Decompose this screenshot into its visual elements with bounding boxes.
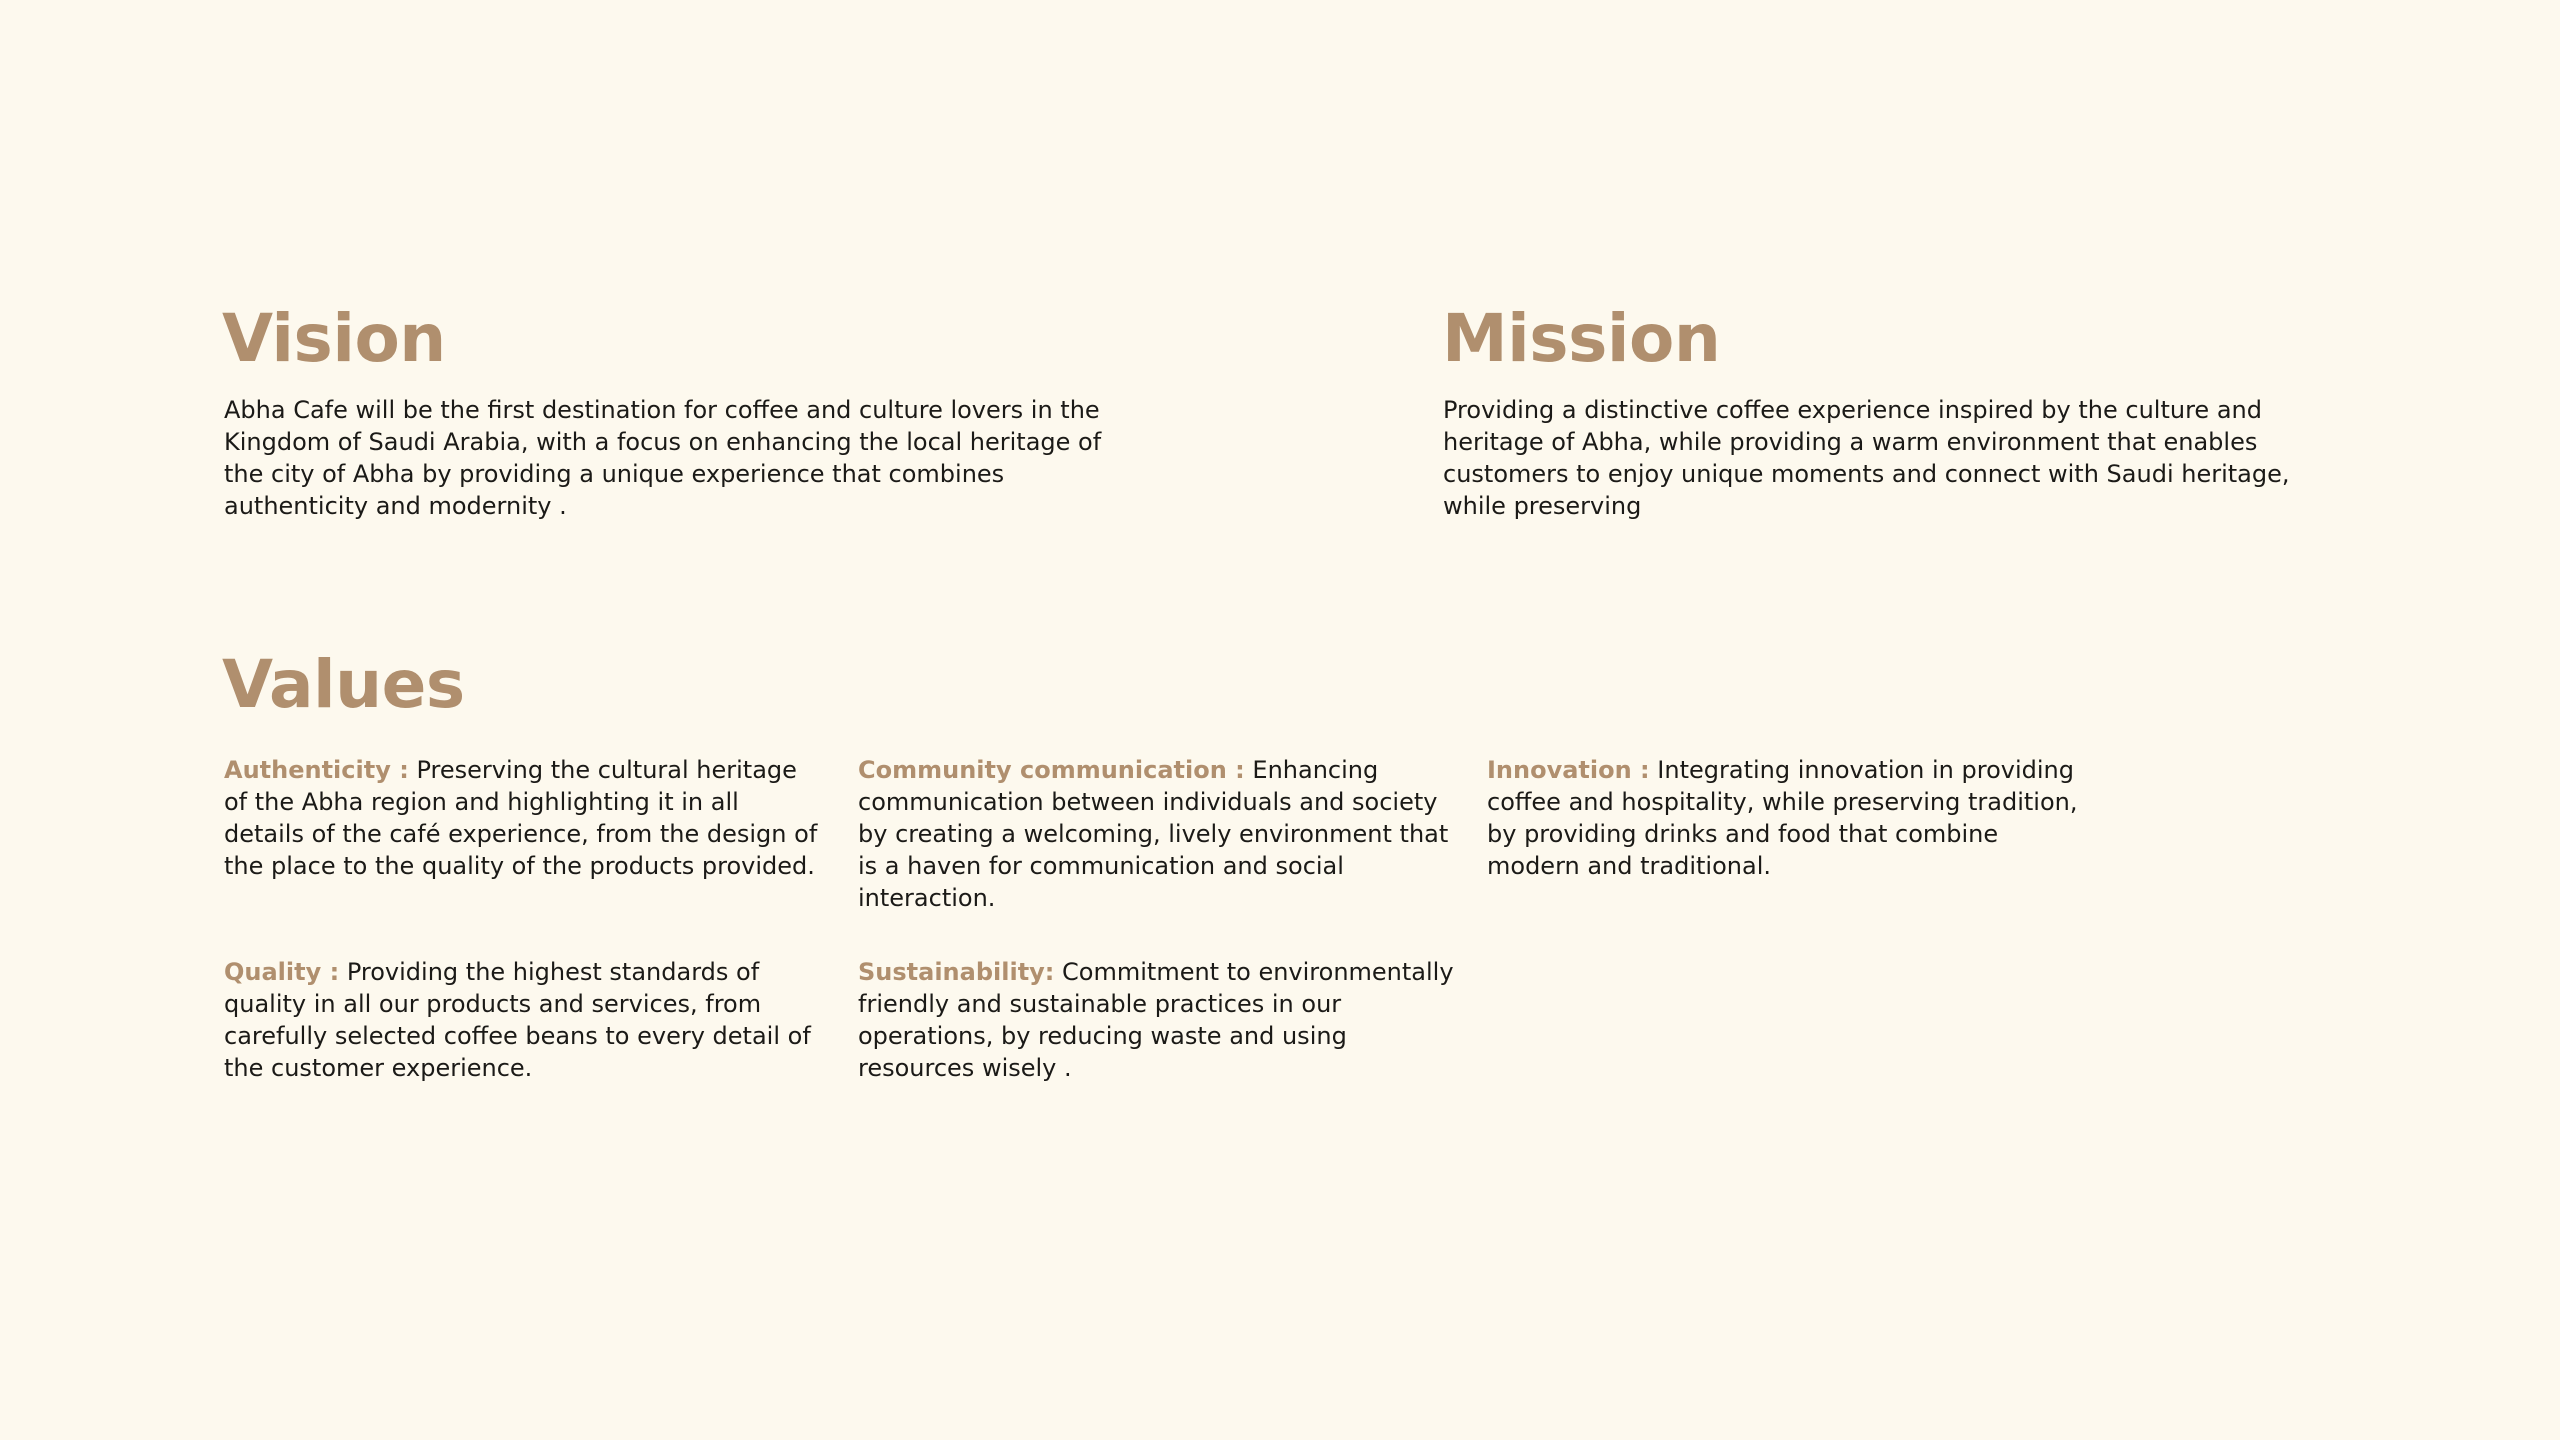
- value-label-innovation: Innovation :: [1487, 756, 1650, 784]
- mission-text: Providing a distinctive coffee experience inspired by the culture and heritage of Abha, while providing a warm environment that enables customers to enjoy unique moments and connect with Saudi heritage, while preserving: [1443, 396, 2290, 520]
- value-sustainability: [858, 956, 1458, 1084]
- values-heading: Values: [222, 646, 465, 723]
- value-quality: [224, 956, 824, 1084]
- vision-text: Abha Cafe will be the first destination for coffee and culture lovers in the Kingdom of Saudi Arabia, with a focus on enhancing the local heritage of the city of Abha by providing a unique experience that combines authenticity and modernity .: [224, 396, 1102, 520]
- value-text-community-communication: Enhancing communication between individuals and society by creating a welcoming, lively environment that is a haven for communication and social interaction.: [858, 756, 1449, 912]
- value-authenticity: [224, 754, 824, 882]
- value-text-authenticity: Preserving the cultural heritage of the Abha region and highlighting it in all details of the café experience, from the design of the place to the quality of the products provided.: [224, 756, 818, 880]
- value-label-authenticity: Authenticity :: [224, 756, 409, 784]
- value-text-innovation: Integrating innovation in providing coffee and hospitality, while preserving tradition, by providing drinks and food that combine modern and traditional.: [1487, 756, 2078, 880]
- value-label-sustainability: Sustainability:: [858, 958, 1055, 986]
- value-label-community-communication: Community communication :: [858, 756, 1245, 784]
- value-text-quality: Providing the highest standards of quality in all our products and services, from carefully selected coffee beans to every detail of the customer experience.: [224, 958, 811, 1082]
- value-text-sustainability: Commitment to environmentally friendly and sustainable practices in our operations, by reducing waste and using resources wisely .: [858, 958, 1454, 1082]
- mission-heading: Mission: [1442, 300, 1721, 377]
- value-innovation: [1487, 754, 2097, 882]
- value-label-quality: Quality :: [224, 958, 340, 986]
- vision-heading: Vision: [222, 300, 446, 377]
- value-community-communication: [858, 754, 1458, 914]
